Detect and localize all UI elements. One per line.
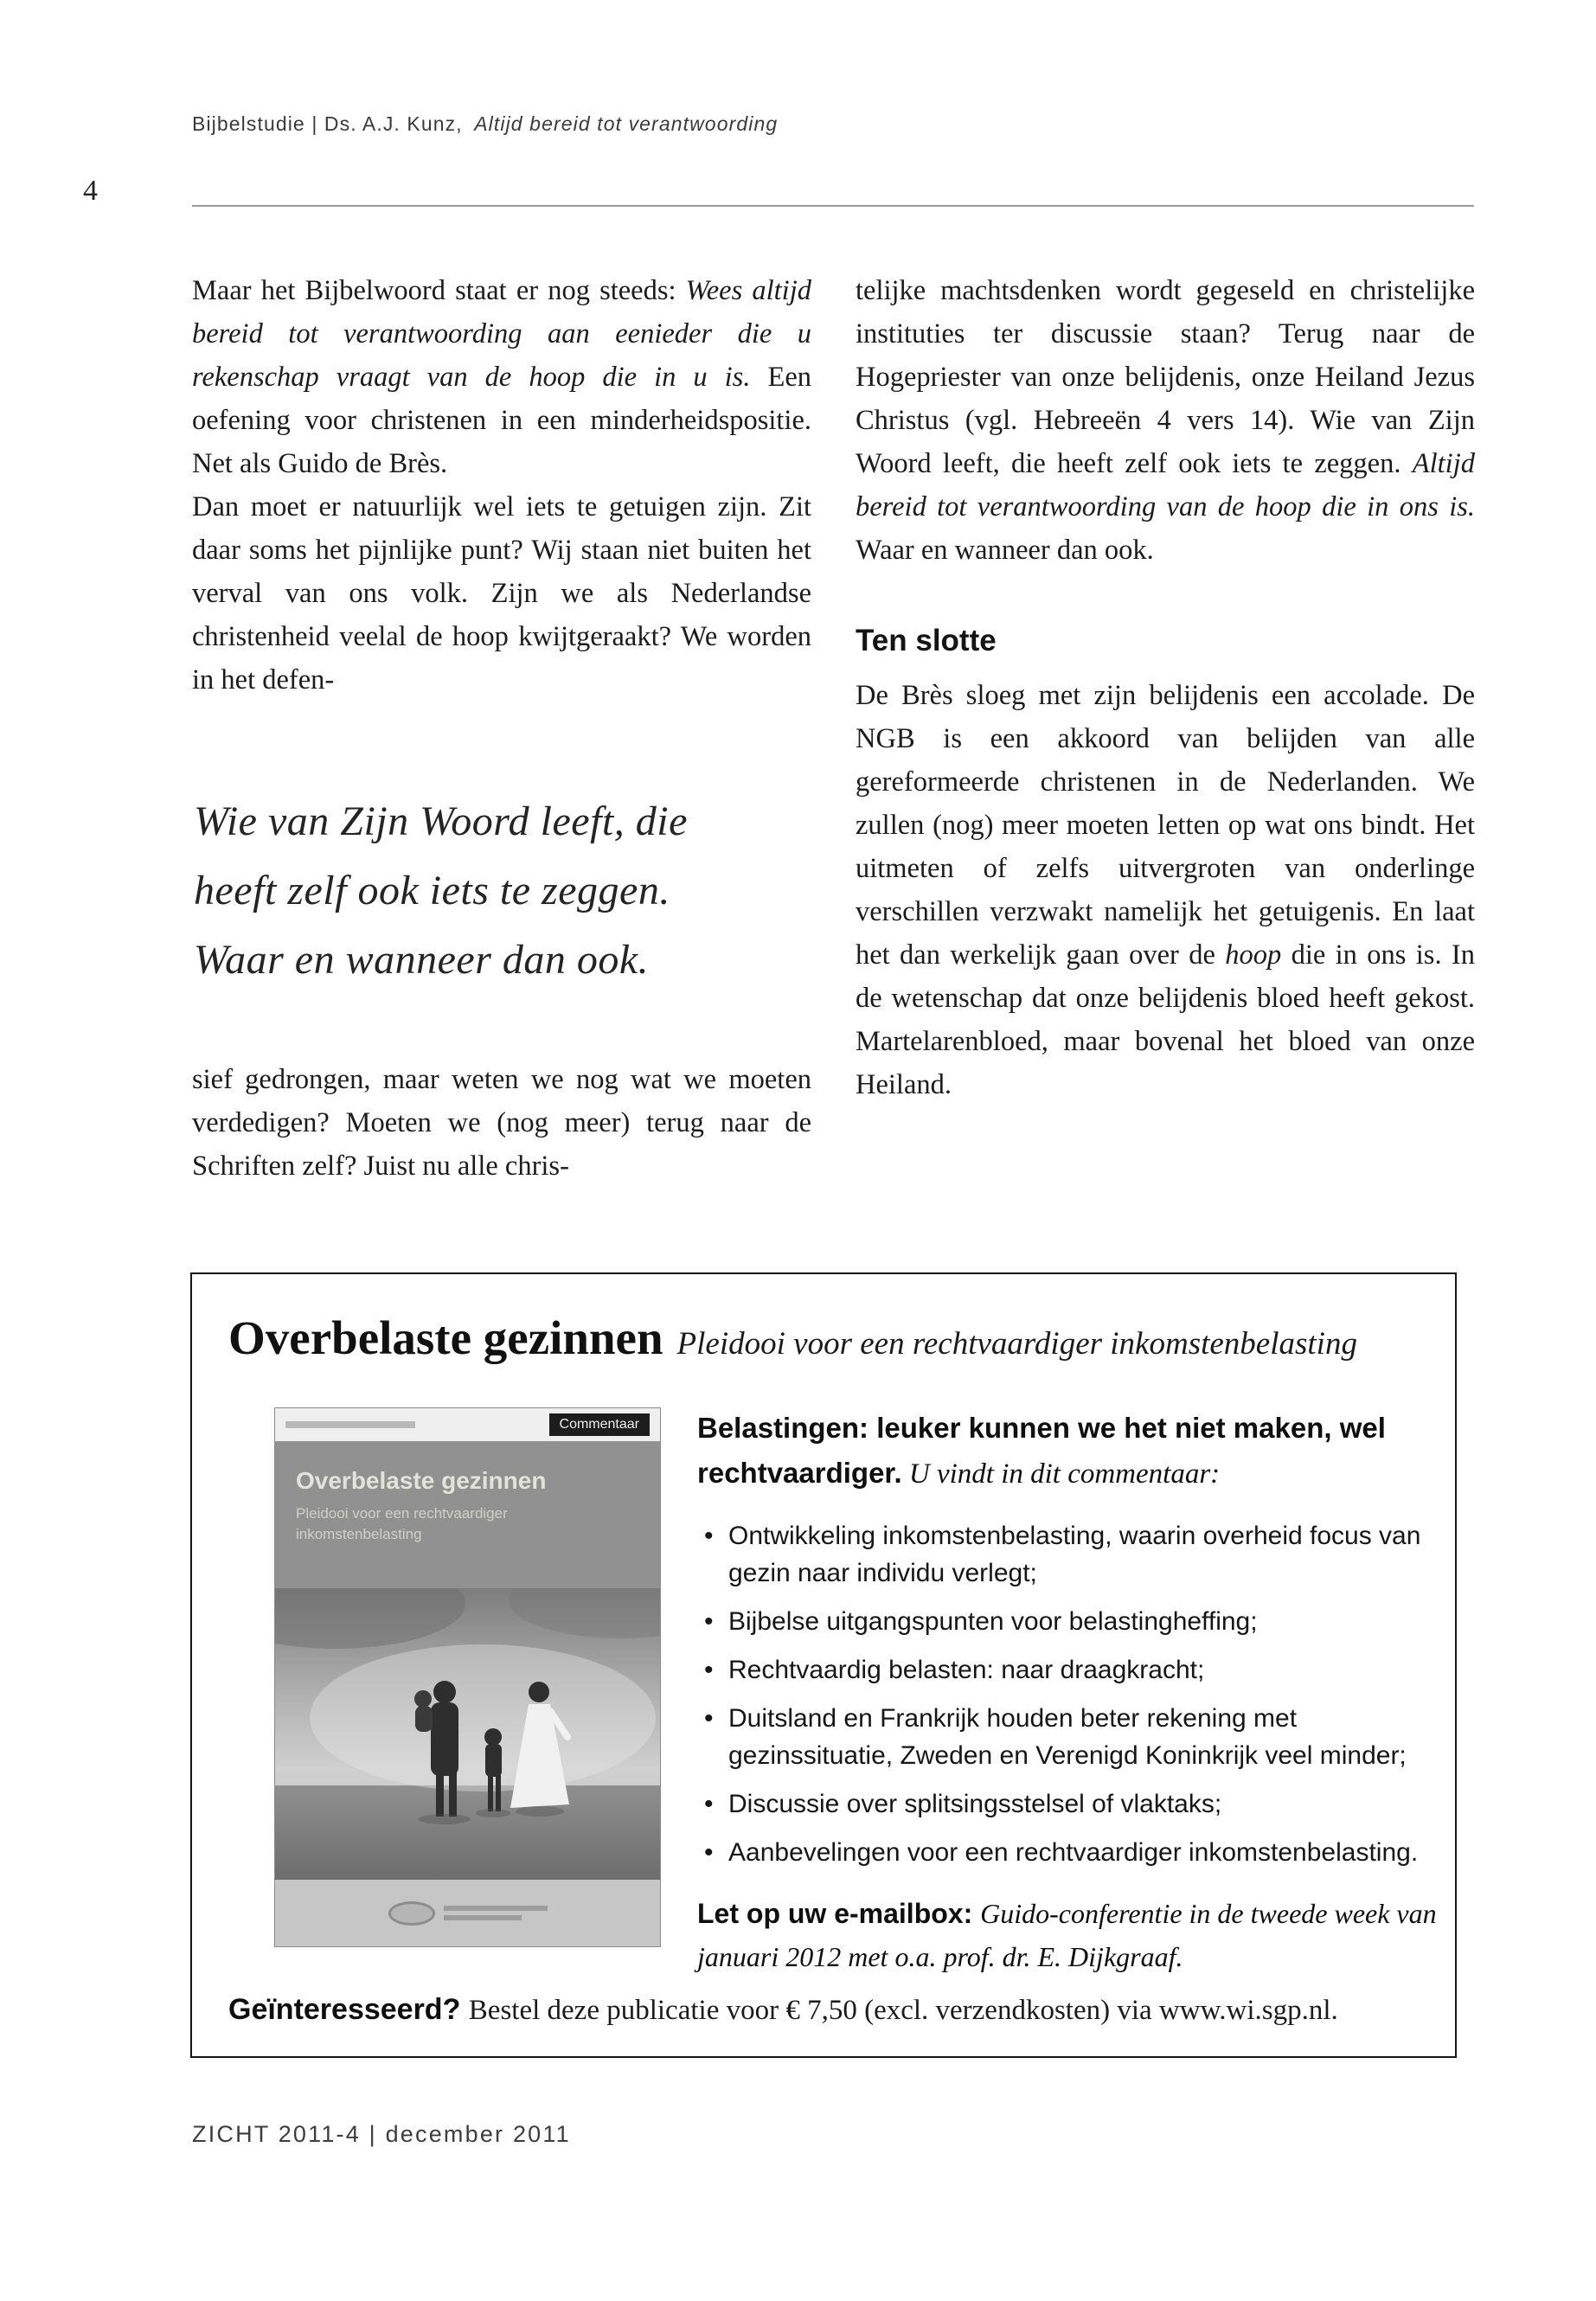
order-question-bold: Geïnteresseerd? [228,1993,469,2026]
advertisement-box [190,1272,1457,2058]
cover-series-label: Commentaar [549,1413,650,1436]
order-text: Bestel deze publicatie voor € 7,50 (excl. verzendkosten) via www.wi.sgp.nl. [468,1995,1338,2026]
list-item: • Aanbevelingen voor een rechtvaardiger inkomstenbelasting. [728,1834,1455,1871]
publisher-logo-text-placeholder [444,1906,548,1920]
cover-title-band [275,1441,660,1588]
section-heading: Ten slotte [856,624,997,657]
text-run: De Brès sloeg met zijn belijdenis een accolade. De NGB is een akkoord van belijden van alle gereformeerde christenen in de Nederlanden. We zullen (nog) meer moeten letten op wat ons bindt. Het uitmeten of zelfs uitvergroten van onderlinge verschillen verzwakt namelijk het getuigenis. En laat het dan werkelijk gaan over de [856,680,1475,971]
ad-copy [697,1406,1455,1978]
running-header [192,112,778,136]
page-footer: ZICHT 2011-4 | december 2011 [192,2121,571,2147]
cover-publisher-band [275,1880,660,1946]
pull-quote-line: Wie van Zijn Woord leeft, die [194,798,688,844]
paragraph [856,269,1475,572]
article-left-column [192,269,811,1188]
text-run: Waar en wanneer dan ook. [856,535,1154,566]
ad-intro [697,1406,1455,1497]
scripture-quote-italic: Altijd bereid tot verantwoording van de hoop die in ons is. [856,448,1475,522]
bullet-list [697,1517,1455,1871]
pull-quote [194,787,811,995]
list-item: • Ontwikkeling inkomstenbelasting, waarin overheid focus van gezin naar individu verlegt; [728,1517,1455,1592]
list-item: • Discussie over splitsingsstelsel of vlaktaks; [728,1785,1455,1823]
ad-subtitle: Pleidooi voor een rechtvaardiger inkomstenbelasting [676,1326,1357,1362]
mailbox-note [697,1892,1455,1978]
paragraph [192,269,811,485]
page-number: 4 [83,175,98,207]
list-item: • Duitsland en Frankrijk houden beter rekening met gezinssituatie, Zweden en Verenigd Koninkrijk veel minder; [728,1700,1455,1774]
paragraph: Dan moet er natuurlijk wel iets te getuigen zijn. Zit daar soms het pijnlijke punt? Wij staan niet buiten het verval van ons volk. Zijn we als Nederlandse christenheid veelal de hoop kwijtgeraakt? We worden in het defen- [192,491,811,695]
ad-title-row [228,1311,1357,1365]
list-item: • Rechtvaardig belasten: naar draagkracht; [728,1651,1455,1689]
order-line [228,1993,1338,2027]
text-run: die in ons is. In de wetenschap dat onze belijdenis bloed heeft gekost. Martelarenbloed, maar bovenal het bloed van onze Heiland. [856,939,1475,1100]
cover-subtitle: Pleidooi voor een rechtvaardiger inkomstenbelasting [296,1505,508,1542]
mailbox-note-italic: Guido-conferentie in de tweede week van januari 2012 met o.a. prof. dr. E. Dijkgraaf. [697,1898,1437,1972]
emphasis-word: hoop [1225,939,1282,971]
book-cover [275,1408,660,1946]
list-item: • Bijbelse uitgangspunten voor belastingheffing; [728,1603,1455,1640]
text-run: telijke machtsdenken wordt gegeseld en christelijke instituties ter discussie staan? Terug naar de Hogepriester van onze belijdenis, onze Heiland Jezus Christus (vgl. Hebreeën 4 vers 14). Wie van Zijn Woord leeft, die heeft zelf ook iets te zeggen. [856,275,1475,479]
text-run: Een oefening voor christenen in een minderheidspositie. Net als Guido de Brès. [192,362,812,479]
text-run: Maar het Bijbelwoord staat er nog steeds: [192,275,686,306]
paragraph [856,674,1475,1106]
cover-photo-family-on-beach [275,1588,660,1880]
header-divider [192,205,1474,207]
mailbox-note-bold: Let op uw e-mailbox: [697,1898,981,1929]
ad-intro-italic: U vindt in dit commentaar: [901,1458,1221,1490]
cover-author-line [285,1421,415,1428]
cover-top-strip [275,1408,660,1441]
cover-title: Overbelaste gezinnen [296,1467,547,1494]
running-header-text: Bijbelstudie | Ds. A.J. Kunz, [192,112,463,135]
scripture-quote-italic: Wees altijd bereid tot verantwoording aan eenieder die u rekenschap vraagt van de hoop die in u is. [192,275,811,393]
running-header-article-title: Altijd bereid tot verantwoording [474,112,779,135]
ad-intro-bold: Belastingen: leuker kunnen we het niet maken, wel rechtvaardiger. [697,1412,1386,1489]
pull-quote-line: heeft zelf ook iets te zeggen. [194,868,670,913]
paragraph: sief gedrongen, maar weten we nog wat we moeten verdedigen? Moeten we (nog meer) terug naar de Schriften zelf? Juist nu alle chris- [192,1064,811,1182]
article-right-column [856,269,1475,1106]
publisher-logo-icon [388,1901,435,1926]
ad-title: Overbelaste gezinnen [228,1311,663,1364]
pull-quote-line: Waar en wanneer dan ook. [194,937,650,983]
